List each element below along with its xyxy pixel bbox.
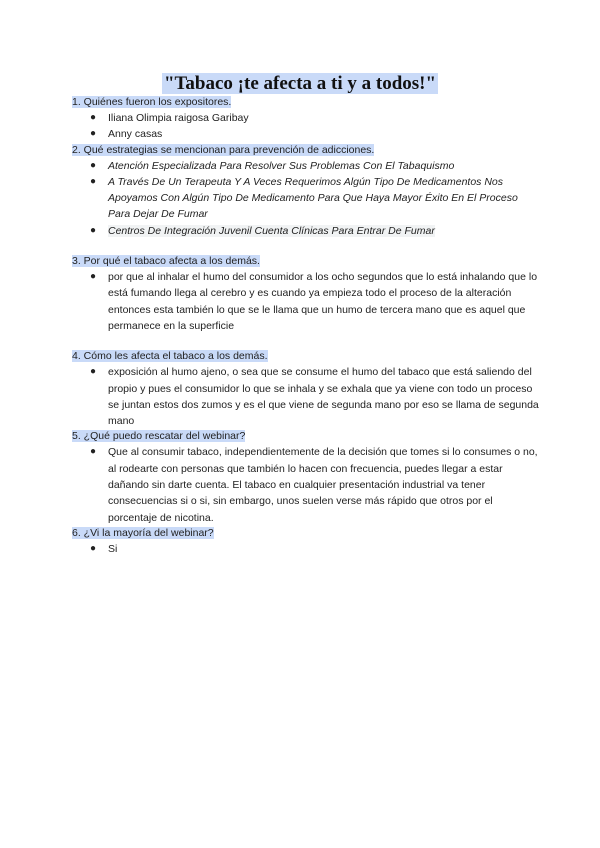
spacer <box>72 239 542 254</box>
list-item: ● Si <box>72 541 542 557</box>
list-item: ● Atención Especializada Para Resolver Sus Problemas Con El Tabaquismo <box>72 158 542 174</box>
bullet-icon: ● <box>90 542 97 554</box>
answer-list-1 <box>72 110 542 143</box>
answer-list-2 <box>72 158 542 239</box>
bullet-icon: ● <box>90 112 97 123</box>
answer-list-4 <box>72 364 542 429</box>
bullet-icon: ● <box>90 175 97 187</box>
title-text: "Tabaco ¡te afecta a ti y a todos!" <box>163 73 437 94</box>
list-item: ● A Través De Un Terapeuta Y A Veces Requerimos Algún Tipo De Medicamentos Nos Apoyamos Con Algún Tipo De Medicamento Para Que Haya Mayor Éxito En El Proceso Para Dejar De Fumar <box>90 175 518 221</box>
question-3: 3. Por qué el tabaco afecta a los demás. <box>72 255 260 268</box>
list-item: ● Anny casas <box>72 126 542 142</box>
list-item: ● Centros De Integración Juvenil Cuenta Clínicas Para Entrar De Fumar <box>72 223 542 239</box>
question-5: 5. ¿Qué puedo rescatar del webinar? <box>72 430 246 443</box>
document-title <box>0 72 600 96</box>
list-item: ● exposición al humo ajeno, o sea que se consume el humo del tabaco que está saliendo del propio y pues el consumidor lo que se inhala y se exhala que ya viene con todo un proceso se juntan estos dos zumos y es el que viene de segunda mano por eso se llama de segunda mano <box>90 366 539 428</box>
bullet-icon: ● <box>90 128 97 140</box>
bullet-icon: ● <box>90 446 97 458</box>
bullet-icon: ● <box>90 366 97 378</box>
bullet-icon: ● <box>90 224 97 236</box>
question-6: 6. ¿Vi la mayoría del webinar? <box>72 526 214 539</box>
answer-list-6 <box>72 541 542 557</box>
list-item: ● por que al inhalar el humo del consumidor a los ocho segundos que lo está inhalando que lo está fumando llega al cerebro y es cuando ya empieza todo el proceso de la alteración entonces esta también lo que se le llama que un humo de tercera mano que es aquel que permanece en la superficie <box>90 271 538 332</box>
question-4: 4. Cómo les afecta el tabaco a los demás. <box>72 350 268 363</box>
bullet-icon: ● <box>90 159 97 171</box>
answer-list-5 <box>72 444 542 525</box>
list-item: ● Que al consumir tabaco, independientemente de la decisión que tomes si lo consumes o no, al rodearte con personas que también lo hacen con frecuencia, puedes llegar a estar dañando sin darte cuenta. El tabaco en cualquier presentación industrial va tener consecuencias si o si, sin embargo, unos suelen verse más rápido que otros por el porcentaje de nicotina. <box>90 446 538 524</box>
question-2: 2. Qué estrategias se mencionan para prevención de adicciones. <box>72 143 375 156</box>
bullet-icon: ● <box>90 271 97 283</box>
answer-list-3 <box>72 269 542 334</box>
spacer <box>72 334 542 349</box>
document-body <box>72 95 542 557</box>
question-1: 1. Quiénes fueron los expositores. <box>72 96 232 108</box>
list-item: ● Iliana Olimpia raigosa Garibay <box>72 110 542 126</box>
